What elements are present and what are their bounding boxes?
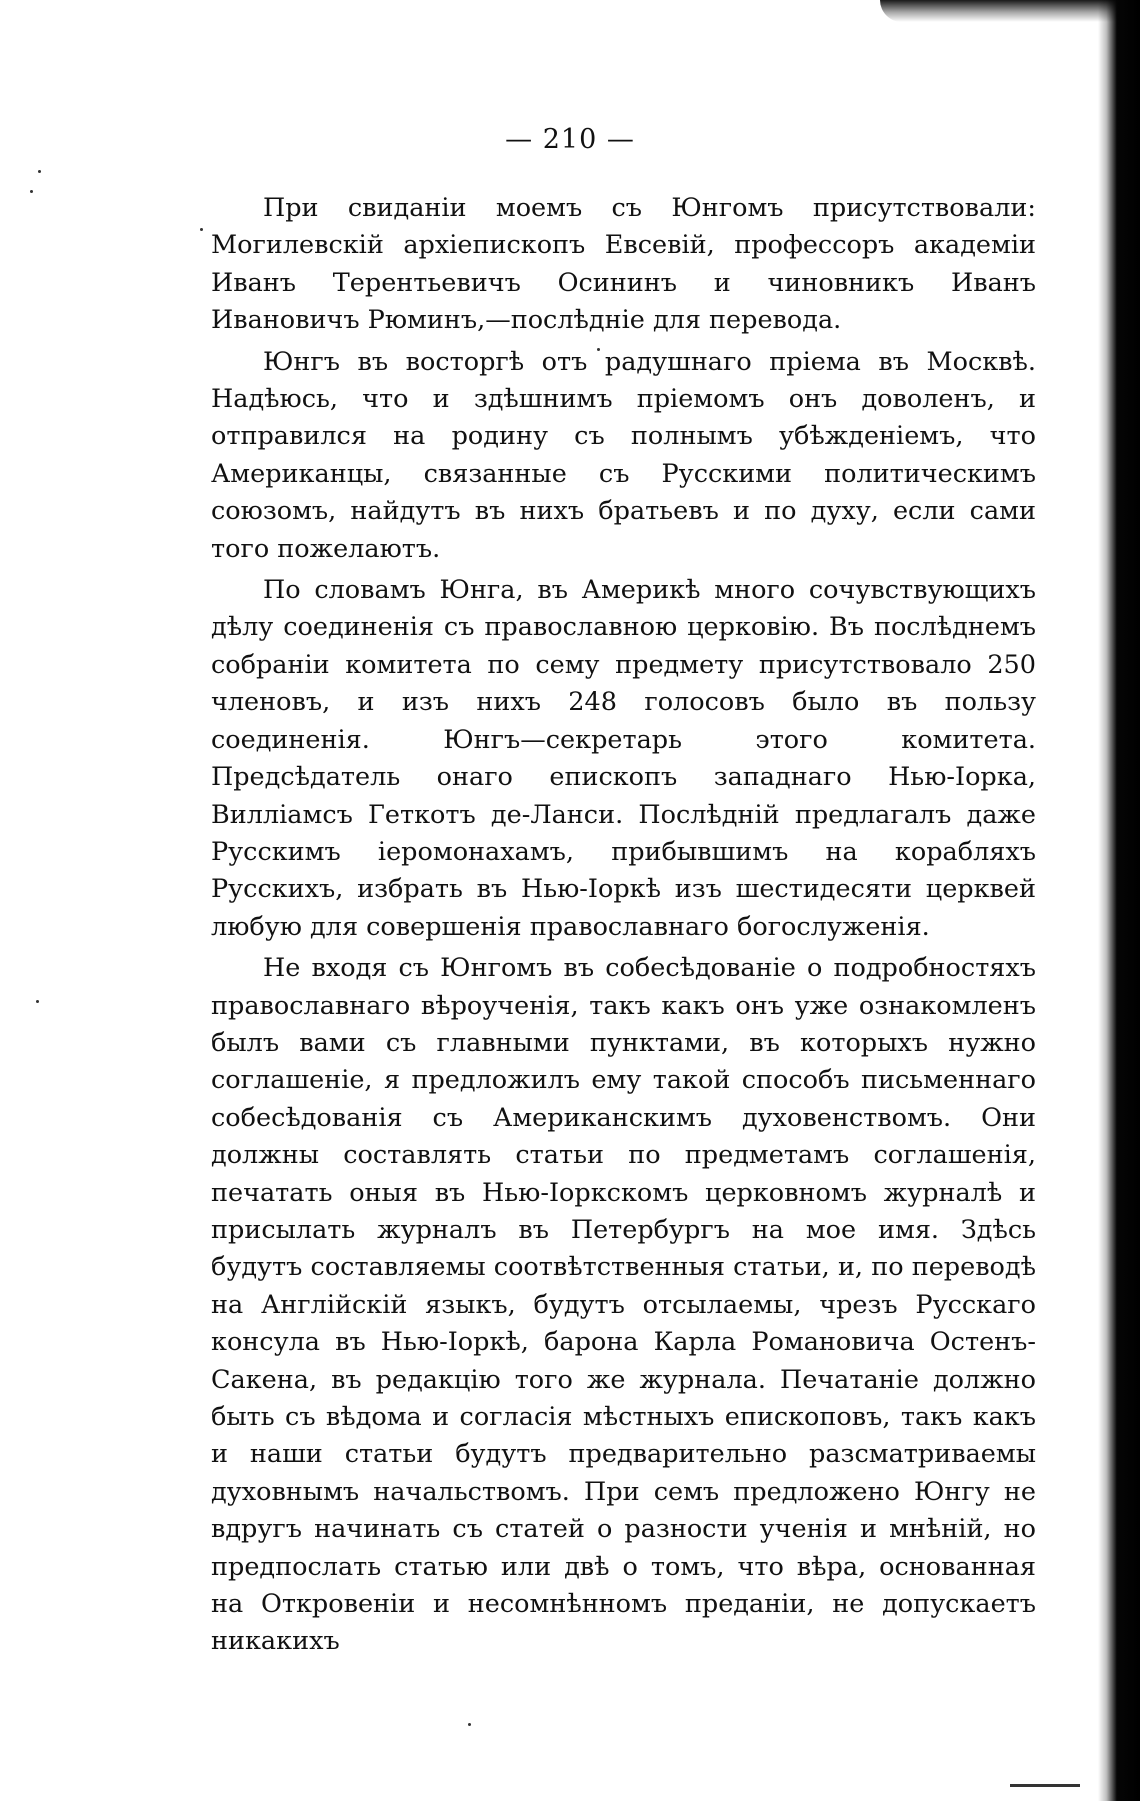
paragraph: По словамъ Юнга, въ Америкѣ много сочувствующихъ дѣлу соединенія съ православною церковію. Въ послѣднемъ собраніи комитета по сему предмету присутствовало 250 членовъ, и изъ нихъ 248 голосовъ было въ пользу соединенія. Юнгъ—секретарь этого комитета. Предсѣдатель онаго епископъ западнаго Нью-Іорка, Вилліамсъ Геткотъ де-Ланси. Послѣдній предлагалъ даже Русскимъ іеромонахамъ, прибывшимъ на корабляхъ Русскихъ, избрать въ Нью-Іоркѣ изъ шестидесяти церквей любую для совершенія православнаго богослуженія.: [211, 575, 1036, 942]
paragraph: Не входя съ Юнгомъ въ собесѣдованіе о подробностяхъ православнаго вѣроученія, такъ какъ онъ уже ознакомленъ былъ вами съ главными пунктами, въ которыхъ нужно соглашеніе, я предложилъ ему такой способъ письменнаго собесѣдованія съ Американскимъ духовенствомъ. Они должны составлять статьи по предметамъ соглашенія, печатать оныя въ Нью-Іоркскомъ церковномъ журналѣ и присылать журналъ въ Петербургъ на мое имя. Здѣсь будутъ составляемы соотвѣтственныя статьи, и, по переводѣ на Англійскій языкъ, будутъ отсылаемы, чрезъ Русскаго консула въ Нью-Іоркѣ, барона Карла Романовича Остенъ-Сакена, въ редакцію того же журнала. Печатаніе должно быть съ вѣдома и согласія мѣстныхъ епископовъ, такъ какъ и наши статьи будутъ предварительно разсматриваемы духовнымъ начальствомъ. При семъ предложено Юнгу не вдругъ начинать съ статей о разности ученія и мнѣній, но предпослать статью или двѣ о томъ, что вѣра, основанная на Откровеніи и несомнѣнномъ преданіи, не допускаетъ никакихъ: [211, 953, 1036, 1657]
scan-edge-right: [1098, 0, 1140, 1801]
scan-speck: [38, 170, 41, 173]
paragraph: При свиданіи моемъ съ Юнгомъ присутствовали: Могилевскій архіепископъ Евсевій, профессоръ академіи Иванъ Терентьевичъ Осининъ и чиновникъ Иванъ Ивановичъ Рюминъ,—послѣдніе для перевода.: [211, 193, 1036, 336]
scan-edge-bottom-mark: [1010, 1784, 1080, 1787]
page-number: — 210 —: [505, 124, 635, 155]
scan-speck: [36, 1000, 39, 1003]
scan-speck: [468, 1723, 471, 1726]
scan-speck: [200, 228, 203, 231]
paragraph: Юнгъ въ восторгѣ отъ радушнаго пріема въ Москвѣ. Надѣюсь, что и здѣшнимъ пріемомъ онъ доволенъ, и отправился на родину съ полнымъ убѣжденіемъ, что Американцы, связанные съ Русскими политическимъ союзомъ, найдутъ въ нихъ братьевъ и по духу, если сами того пожелаютъ.: [211, 346, 1036, 564]
scan-speck: [30, 190, 33, 193]
body-text: [211, 190, 1036, 1665]
